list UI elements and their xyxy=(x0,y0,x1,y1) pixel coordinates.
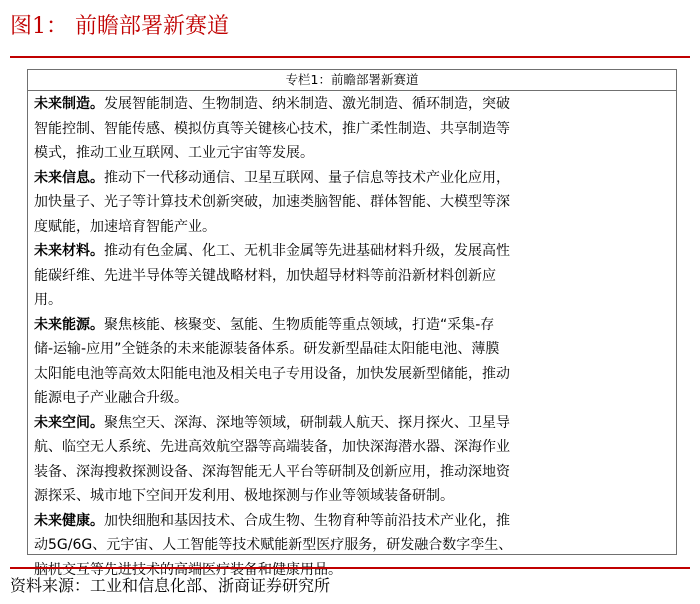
section-future-materials xyxy=(34,239,670,313)
section-text: 聚焦空天、深海、深地等领域，研制载人航天、探月探火、卫星导 xyxy=(104,414,510,431)
section-future-manufacturing xyxy=(34,92,670,166)
title-divider xyxy=(10,56,690,58)
section-line xyxy=(34,92,670,117)
section-line: 储-运输-应用”全链条的未来能源装备体系。研发新型晶硅太阳能电池、薄膜 xyxy=(34,341,500,357)
section-line xyxy=(34,313,670,338)
section-line: 脑机交互等先进技术的高端医疗装备和健康用品。 xyxy=(34,561,342,578)
section-heading: 未来信息。 xyxy=(34,169,104,186)
section-heading: 未来材料。 xyxy=(34,243,104,259)
section-heading: 未来制造。 xyxy=(34,96,104,112)
section-line: 动5G/6G、元宇宙、人工智能等技术赋能新型医疗服务，研发融合数字孪生、 xyxy=(34,537,513,553)
section-text: 推动有色金属、化工、无机非金属等先进基础材料升级，发展高性 xyxy=(104,243,510,259)
section-line: 加快量子、光子等计算技术创新突破，加速类脑智能、群体智能、大模型等深 xyxy=(34,194,510,210)
box-title: 专栏1：前瞻部署新赛道 xyxy=(28,70,676,91)
section-line xyxy=(34,239,670,264)
section-future-energy xyxy=(34,313,670,411)
section-text: 推动下一代移动通信、卫星互联网、量子信息等技术产业化应用， xyxy=(104,169,510,186)
section-line: 能碳纤维、先进半导体等关键战略材料，加快超导材料等前沿新材料创新应 xyxy=(34,267,496,284)
section-line: 装备、深海搜救探测设备、深海智能无人平台等研制及创新应用，推动深地资 xyxy=(34,463,510,480)
box-body xyxy=(28,91,676,582)
section-line: 用。 xyxy=(34,292,62,308)
section-line: 模式，推动工业互联网、工业元宇宙等发展。 xyxy=(34,145,314,161)
section-future-space xyxy=(34,411,670,509)
section-line xyxy=(34,166,670,191)
section-future-information xyxy=(34,166,670,240)
section-heading: 未来健康。 xyxy=(34,512,104,529)
section-heading: 未来空间。 xyxy=(34,414,104,431)
source-note: 资料来源：工业和信息化部、浙商证券研究所 xyxy=(10,576,331,595)
section-line: 智能控制、智能传感、模拟仿真等关键核心技术，推广柔性制造、共享制造等 xyxy=(34,120,510,137)
section-line xyxy=(34,509,670,534)
section-future-health xyxy=(34,509,670,583)
section-line: 航、临空无人系统、先进高效航空器等高端装备，加快深海潜水器、深海作业 xyxy=(34,439,510,455)
section-line: 源探采、城市地下空间开发利用、极地探测与作业等领域装备研制。 xyxy=(34,488,454,504)
section-text: 聚焦核能、核聚变、氢能、生物质能等重点领域，打造“采集-存 xyxy=(104,316,495,333)
figure-title: 图1： 前瞻部署新赛道 xyxy=(10,14,229,39)
column-box xyxy=(27,69,677,578)
section-heading: 未来能源。 xyxy=(34,316,104,333)
section-text: 发展智能制造、生物制造、纳米制造、激光制造、循环制造，突破 xyxy=(104,96,510,112)
section-line: 太阳能电池等高效太阳能电池及相关电子专用设备，加快发展新型储能，推动 xyxy=(34,365,510,382)
section-line: 能源电子产业融合升级。 xyxy=(34,390,188,406)
source-divider xyxy=(10,567,690,569)
section-line xyxy=(34,411,670,436)
section-line: 度赋能，加速培育智能产业。 xyxy=(34,218,216,235)
section-text: 加快细胞和基因技术、合成生物、生物育种等前沿技术产业化，推 xyxy=(104,512,510,529)
